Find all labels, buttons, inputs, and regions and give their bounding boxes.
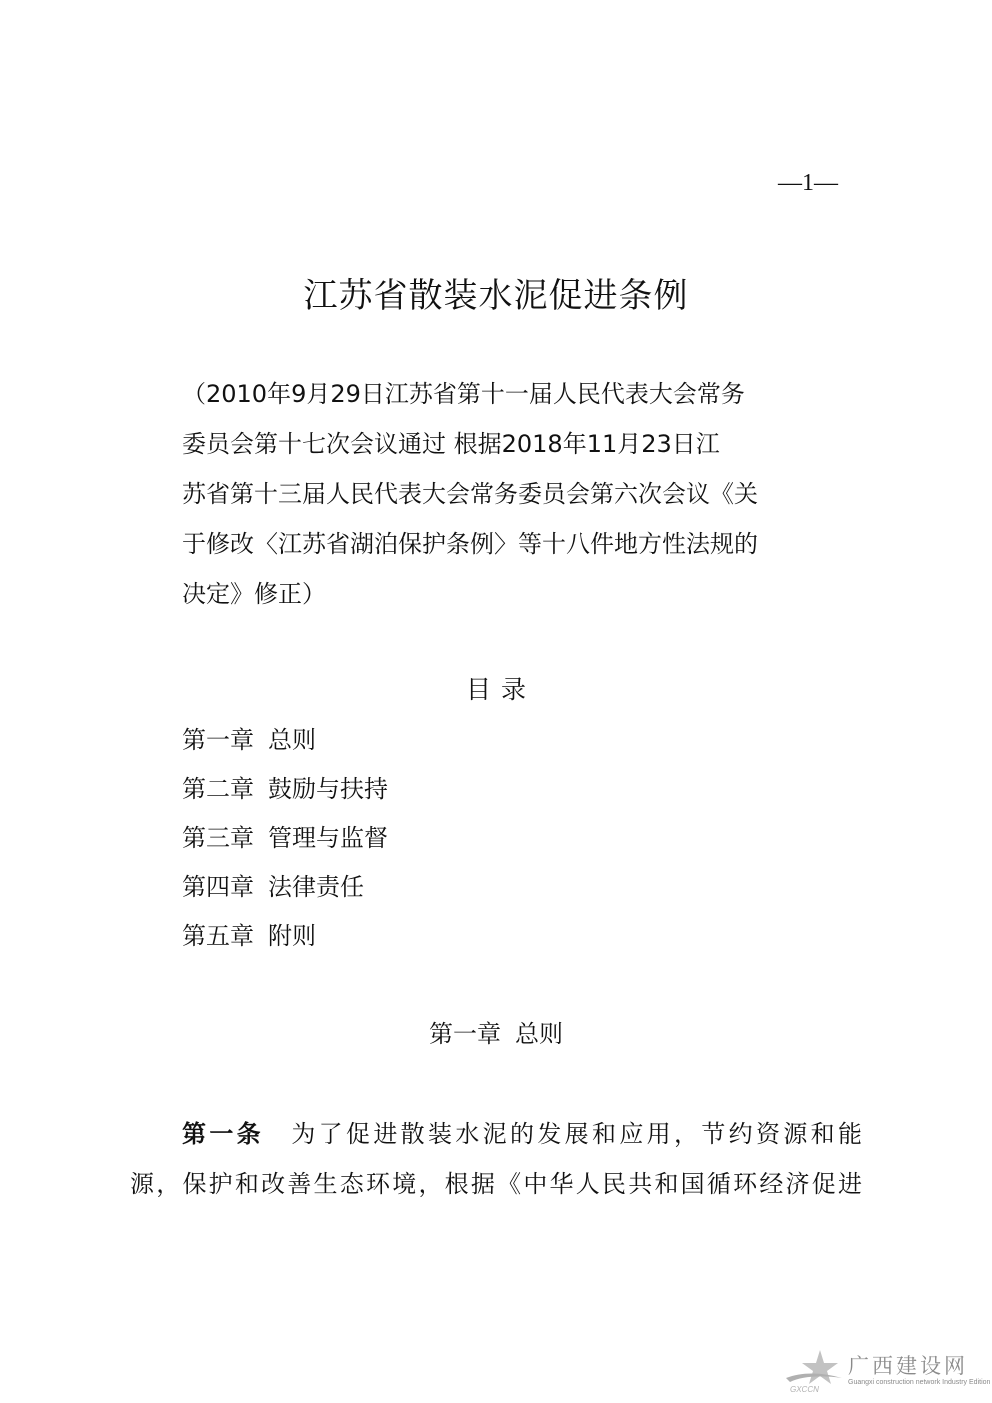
toc-chapter-name: 鼓励与扶持: [268, 775, 388, 803]
chapter-name: 总则: [515, 1020, 563, 1048]
toc-item: [182, 818, 388, 853]
toc-chapter-number: 第二章: [182, 775, 254, 803]
toc-item: [182, 916, 316, 951]
toc-chapter-number: 第四章: [182, 873, 254, 901]
toc-item: [182, 720, 316, 755]
subtitle-line: （2010年9月29日江苏省第十一届人民代表大会常务: [182, 380, 745, 408]
article-text: 为了促进散装水泥的发展和应用，节约资源和能: [291, 1120, 863, 1148]
toc-chapter-name: 总则: [268, 726, 316, 754]
toc-item: [182, 867, 364, 902]
article-label: 第一条: [182, 1120, 264, 1148]
toc-chapter-name: 管理与监督: [268, 824, 388, 852]
watermark: [784, 1348, 991, 1396]
toc-chapter-number: 第五章: [182, 922, 254, 950]
subtitle-line: 于修改〈江苏省湖泊保护条例〉等十八件地方性法规的: [182, 530, 758, 558]
article-line: 源，保护和改善生态环境，根据《中华人民共和国循环经济促进: [130, 1170, 862, 1198]
document-title: 江苏省散装水泥促进条例: [303, 276, 689, 316]
watermark-name: 广西建设网: [848, 1354, 968, 1378]
article-line: [182, 1114, 862, 1149]
chapter-number: 第一章: [429, 1020, 501, 1048]
watermark-logo-text: GXCCN: [790, 1385, 819, 1394]
page-number: —1—: [778, 170, 838, 196]
toc-chapter-number: 第一章: [182, 726, 254, 754]
toc-chapter-number: 第三章: [182, 824, 254, 852]
subtitle-line: 苏省第十三届人民代表大会常务委员会第六次会议《关: [182, 480, 758, 508]
star-swoosh-icon: [784, 1348, 846, 1396]
chapter-heading: [0, 1014, 992, 1049]
toc-chapter-name: 法律责任: [268, 873, 364, 901]
watermark-tagline: Guangxi construction network Industry Edition: [848, 1379, 991, 1386]
subtitle-line: 委员会第十七次会议通过 根据2018年11月23日江: [182, 430, 720, 458]
subtitle-line: 决定》修正）: [182, 580, 326, 608]
toc-heading: 目录: [465, 675, 536, 704]
toc-chapter-name: 附则: [268, 922, 316, 950]
toc-item: [182, 769, 388, 804]
